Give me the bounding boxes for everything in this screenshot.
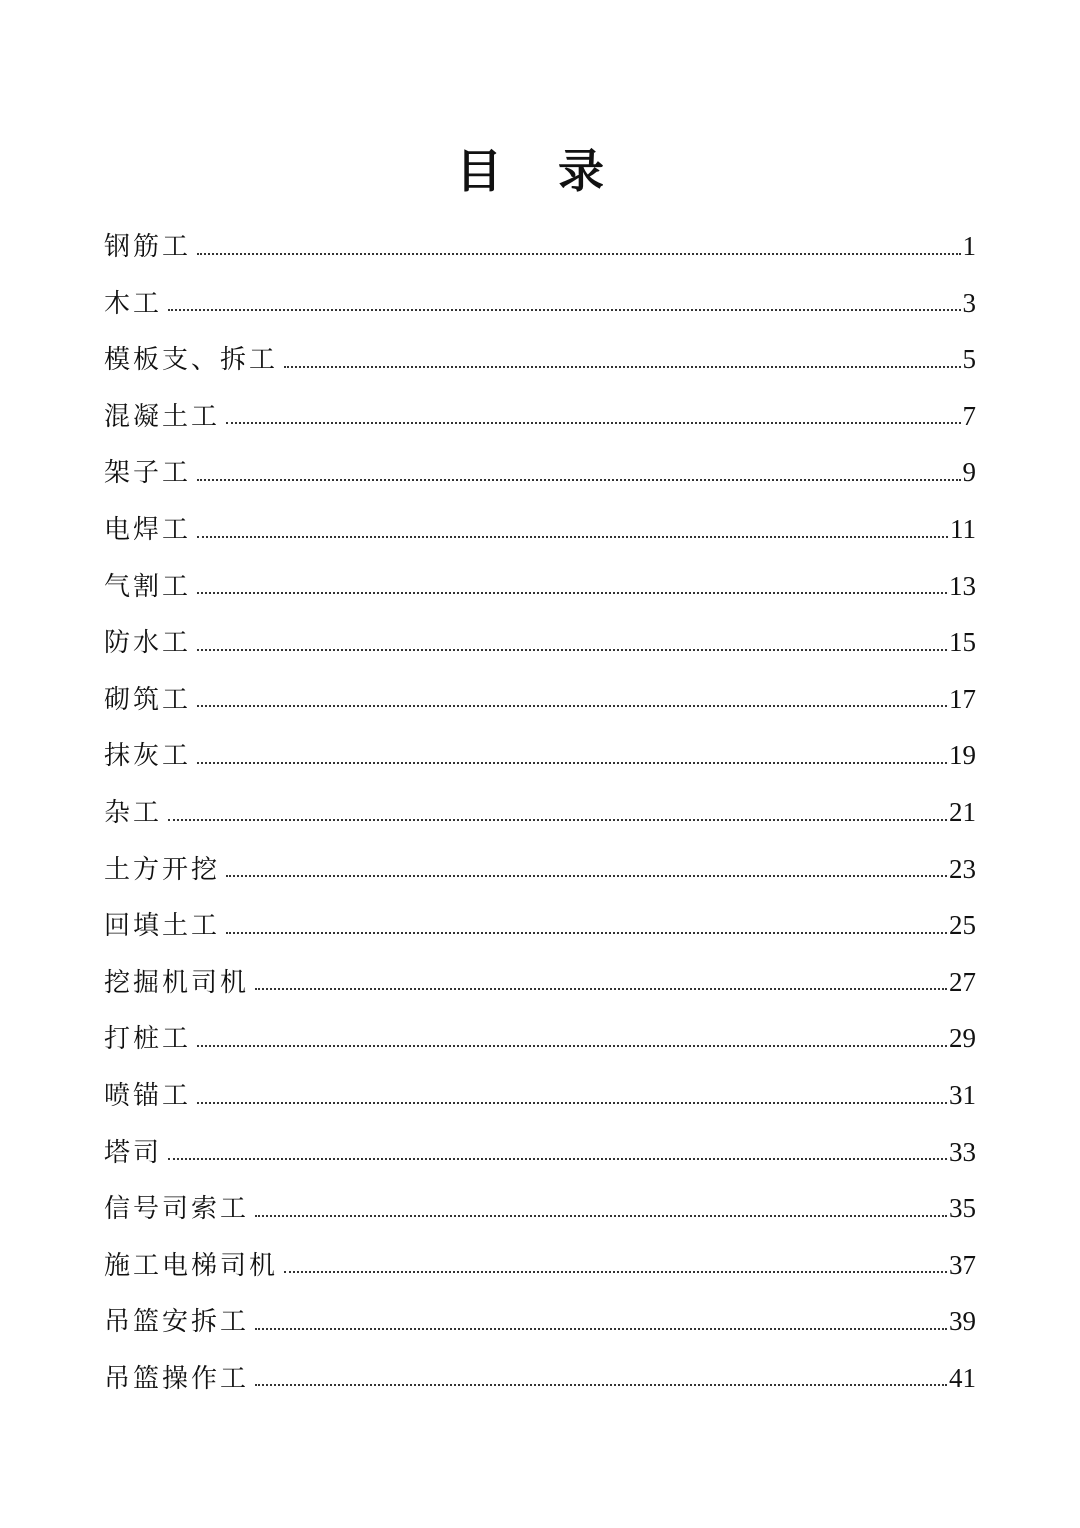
toc-entry-label: 打桩工 [104,1024,192,1055]
toc-entry-label: 塔司 [104,1137,163,1168]
toc-entry[interactable] [104,897,976,954]
dot-leader [197,477,960,481]
toc-entry[interactable] [104,841,976,898]
toc-entry-label: 砌筑工 [104,684,192,715]
toc-entry[interactable] [104,1350,976,1407]
dot-leader [226,420,960,424]
toc-entry-page-number: 9 [962,457,976,488]
toc-entry[interactable] [104,444,976,501]
toc-entry-page-number: 37 [949,1249,976,1280]
toc-entry[interactable] [104,784,976,841]
toc-entry-page-number: 17 [949,683,976,714]
dot-leader [284,364,960,368]
toc-entry-page-number: 11 [950,513,976,544]
dot-leader [226,930,947,934]
toc-entry-page-number: 15 [949,627,976,658]
toc-entry-label: 土方开挖 [104,854,221,885]
toc-entry-page-number: 23 [949,853,976,884]
toc-entry[interactable] [104,388,976,445]
toc-entry[interactable] [104,614,976,671]
toc-entry-page-number: 3 [962,287,976,318]
toc-entry-page-number: 21 [949,796,976,827]
dot-leader [255,1382,947,1386]
toc-entry-label: 吊篮操作工 [104,1363,250,1394]
dot-leader [197,760,947,764]
toc-entry[interactable] [104,558,976,615]
toc-entry-page-number: 19 [949,740,976,771]
toc-entry-page-number: 1 [962,231,976,261]
toc-entry[interactable] [104,218,976,275]
toc-entry-label: 杂工 [104,797,163,828]
dot-leader [197,534,948,538]
toc-entry[interactable] [104,671,976,728]
dot-leader [168,307,960,311]
toc-entry[interactable] [104,1237,976,1294]
toc-entry[interactable] [104,1293,976,1350]
toc-entry-page-number: 13 [949,570,976,601]
dot-leader [197,647,947,651]
toc-entry-page-number: 39 [949,1306,976,1337]
page-title: 目 录 [455,144,624,198]
toc-entry-page-number: 27 [949,966,976,997]
toc-entry-label: 喷锚工 [104,1080,192,1111]
toc-entry-page-number: 7 [962,400,976,431]
toc-entry-label: 吊篮安拆工 [104,1307,250,1338]
toc-entry-label: 钢筋工 [104,232,192,262]
toc-entry-label: 抹灰工 [104,741,192,772]
dot-leader [168,817,947,821]
toc-entry-label: 架子工 [104,458,192,489]
toc-entry-page-number: 35 [949,1193,976,1224]
toc-entry[interactable] [104,1180,976,1237]
toc-entry-label: 回填土工 [104,911,221,942]
toc-entry-page-number: 29 [949,1023,976,1054]
toc-entry-page-number: 31 [949,1079,976,1110]
dot-leader [197,590,947,594]
toc-entry-label: 气割工 [104,571,192,602]
dot-leader [197,703,947,707]
toc-entry[interactable] [104,275,976,332]
toc-entry-label: 挖掘机司机 [104,967,250,998]
dot-leader [284,1269,947,1273]
toc-entry-label: 施工电梯司机 [104,1250,279,1281]
toc-entry-label: 电焊工 [104,514,192,545]
dot-leader [197,1100,947,1104]
toc-entry-page-number: 5 [962,344,976,375]
toc-entry-page-number: 33 [949,1136,976,1167]
dot-leader [255,1326,947,1330]
toc-entry-label: 防水工 [104,628,192,659]
toc-entry-label: 混凝土工 [104,401,221,432]
toc-entry-label: 信号司索工 [104,1194,250,1225]
toc-entry[interactable] [104,727,976,784]
toc-entry[interactable] [104,501,976,558]
toc-entry-page-number: 25 [949,910,976,941]
toc-entry-label: 木工 [104,288,163,319]
toc-entry[interactable] [104,1124,976,1181]
dot-leader [226,873,947,877]
dot-leader [168,1156,947,1160]
toc-entry-page-number: 41 [949,1362,976,1393]
toc-entry-label: 模板支、拆工 [104,345,279,376]
dot-leader [197,1043,947,1047]
toc-entry[interactable] [104,954,976,1011]
toc-entry[interactable] [104,1067,976,1124]
dot-leader [255,986,947,990]
toc-entry[interactable] [104,331,976,388]
table-of-contents [104,218,976,1406]
dot-leader [255,1213,947,1217]
toc-entry[interactable] [104,1010,976,1067]
dot-leader [197,251,960,255]
